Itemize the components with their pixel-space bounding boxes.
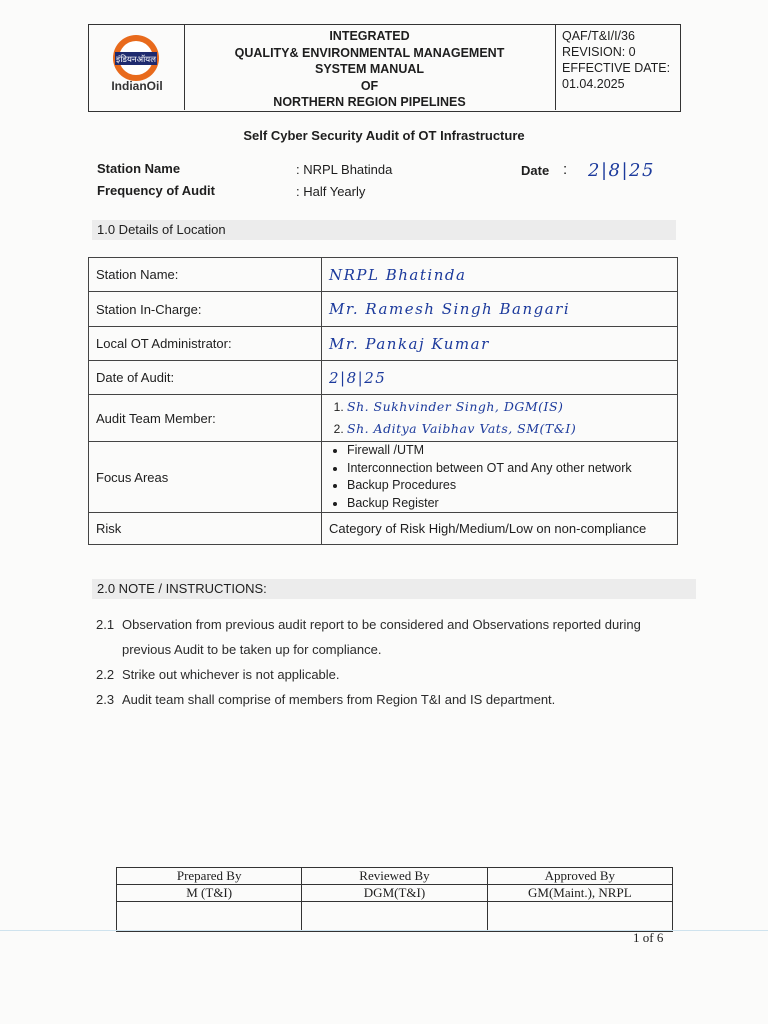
doc-code: QAF/T&I/I/36 [562,29,635,43]
station-name-label: Station Name [97,161,181,176]
date-handwritten-value: 2|8|25 [588,160,655,181]
focus-areas-cell [322,442,678,513]
station-name-value: : NRPL Bhatinda [296,162,393,177]
instructions-list [96,612,696,712]
row-label: Station Name: [89,258,322,292]
doc-effective-date: EFFECTIVE DATE: 01.04.2025 [562,61,671,91]
instruction-item [96,612,696,637]
station-name-handwritten: NRPL Bhatinda [329,265,467,284]
instruction-number: 2.2 [96,667,115,682]
manual-title-line: OF [360,78,379,93]
manual-title-line: SYSTEM MANUAL [314,62,425,76]
signature-space [117,902,302,932]
logo-hindi-text: इंडियनऑयल [116,55,156,65]
list-item: • Backup Procedures [347,477,670,495]
table-row [89,292,678,327]
table-row [89,327,678,361]
team-member-handwritten: Sh. Aditya Vaibhav Vats, SM(T&I) [347,421,577,436]
doc-revision: REVISION: 0 [562,45,636,59]
date-label: Date [521,163,550,178]
row-label: Station In-Charge: [89,292,322,327]
signature-space [302,902,487,932]
doc-control-cell [556,25,680,110]
audit-date-handwritten: 2|8|25 [329,368,387,387]
instruction-continuation: previous Audit to be taken up for compliance. [122,642,382,657]
row-value-handwritten [322,361,678,395]
instruction-number: 2.1 [96,617,115,632]
logo-cell [89,25,185,110]
signature-role-row [117,885,673,902]
signature-role: M (T&I) [117,885,302,902]
signature-role: GM(Maint.), NRPL [487,885,672,902]
section-2-heading: 2.0 NOTE / INSTRUCTIONS: [97,581,267,596]
row-label: Audit Team Member: [89,395,322,442]
indianoil-logo-icon [107,33,165,83]
signature-header: Prepared By [117,868,302,885]
row-label: Risk [89,513,322,545]
table-row [89,395,678,442]
frequency-label: Frequency of Audit [97,183,215,198]
table-row [89,258,678,292]
signature-header-row [117,868,673,885]
row-label: Date of Audit: [89,361,322,395]
instruction-text: Audit team shall comprise of members from Region T&I and IS department. [122,692,556,707]
table-row [89,442,678,513]
ot-admin-handwritten: Mr. Pankaj Kumar [329,334,490,353]
row-value-handwritten [322,327,678,361]
document-header [88,24,681,112]
row-label: Focus Areas [89,442,322,513]
document-title: Self Cyber Security Audit of OT Infrastructure [243,128,525,143]
list-item: • Interconnection between OT and Any other network [347,460,670,478]
signature-role: DGM(T&I) [302,885,487,902]
risk-value: Category of Risk High/Medium/Low on non-compliance [322,513,678,545]
manual-title-line: QUALITY& ENVIRONMENTAL MANAGEMENT [234,45,505,60]
frequency-value: : Half Yearly [296,184,366,199]
team-member-handwritten: Sh. Sukhvinder Singh, DGM(IS) [347,399,564,414]
signature-space [487,902,672,932]
row-value-handwritten [322,258,678,292]
audit-team-cell [322,395,678,442]
list-item [347,396,670,418]
signature-header: Reviewed By [302,868,487,885]
signature-table [116,867,673,932]
table-row [89,513,678,545]
row-value-handwritten [322,292,678,327]
station-incharge-handwritten: Mr. Ramesh Singh Bangari [329,300,571,318]
table-row [89,361,678,395]
signature-blank-row [117,902,673,932]
instruction-text: Strike out whichever is not applicable. [122,667,340,682]
signature-header: Approved By [487,868,672,885]
list-item: • Backup Register [347,495,670,513]
instruction-item [96,662,696,687]
instruction-number: 2.3 [96,692,115,707]
audit-team-list [329,396,670,440]
page-number: 1 of 6 [633,930,664,945]
manual-title-cell [184,25,556,110]
location-details-table [88,257,678,545]
instruction-item [96,687,696,712]
list-item: • Firewall /UTM [347,442,670,460]
section-1-heading: 1.0 Details of Location [97,222,226,237]
row-label: Local OT Administrator: [89,327,322,361]
focus-areas-list [329,442,670,512]
logo-brand-text: IndianOil [111,79,163,93]
manual-title-line: INTEGRATED [329,29,410,43]
manual-title-line: NORTHERN REGION PIPELINES [273,95,466,109]
instruction-text: Observation from previous audit report to be considered and Observations reported during [122,617,641,632]
date-colon: : [563,161,568,178]
list-item [347,418,670,440]
